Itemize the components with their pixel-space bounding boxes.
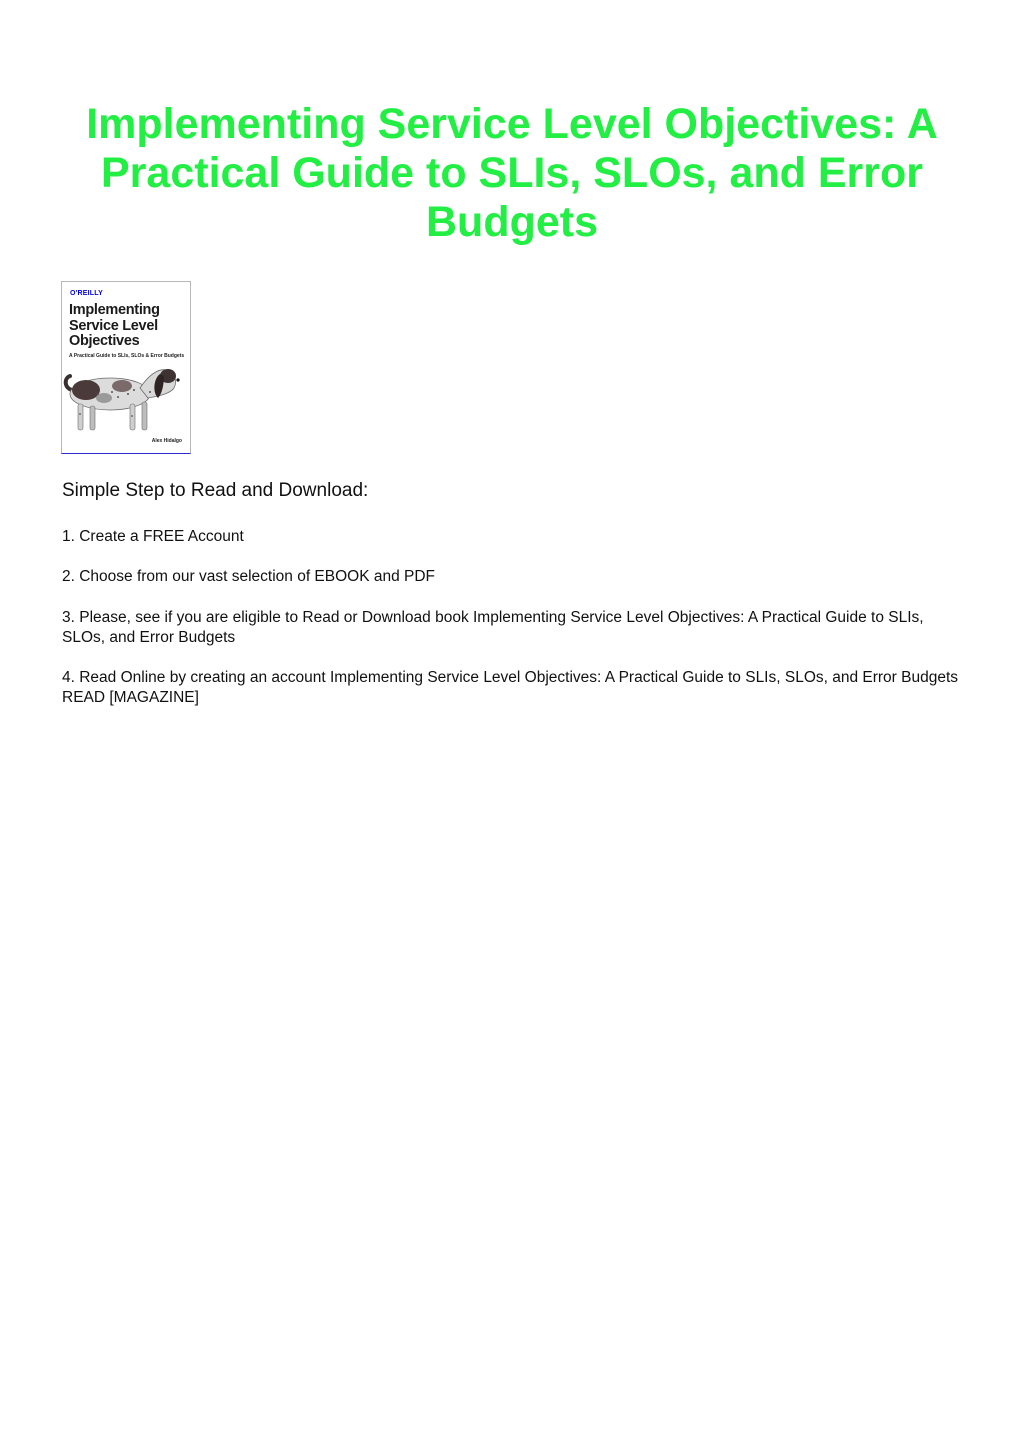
step-item: 4. Read Online by creating an account Implementing Service Level Objectives: A Practical Guide to SLIs, SLOs, and Error Budgets READ [MAGAZINE]: [62, 669, 959, 706]
dog-illustration-icon: [62, 364, 190, 436]
cover-author: Alex Hidalgo: [151, 438, 182, 444]
page-title: Implementing Service Level Objectives: A Practical Guide to SLIs, SLOs, and Error Budgets: [86, 100, 938, 246]
step-item: 1. Create a FREE Account: [62, 528, 244, 545]
book-cover-link[interactable]: [61, 281, 191, 454]
step-item: 2. Choose from our vast selection of EBOOK and PDF: [62, 568, 436, 585]
cover-publisher-label: O'REILLY: [70, 290, 103, 297]
cover-title: Implementing Service Level Objectives: [69, 302, 160, 349]
cover-subtitle: A Practical Guide to SLIs, SLOs & Error Budgets: [69, 353, 185, 359]
step-item: 3. Please, see if you are eligible to Read or Download book Implementing Service Level Objectives: A Practical Guide to SLIs, SLOs, and Error Budgets: [62, 609, 924, 646]
steps-heading: Simple Step to Read and Download:: [62, 480, 369, 501]
